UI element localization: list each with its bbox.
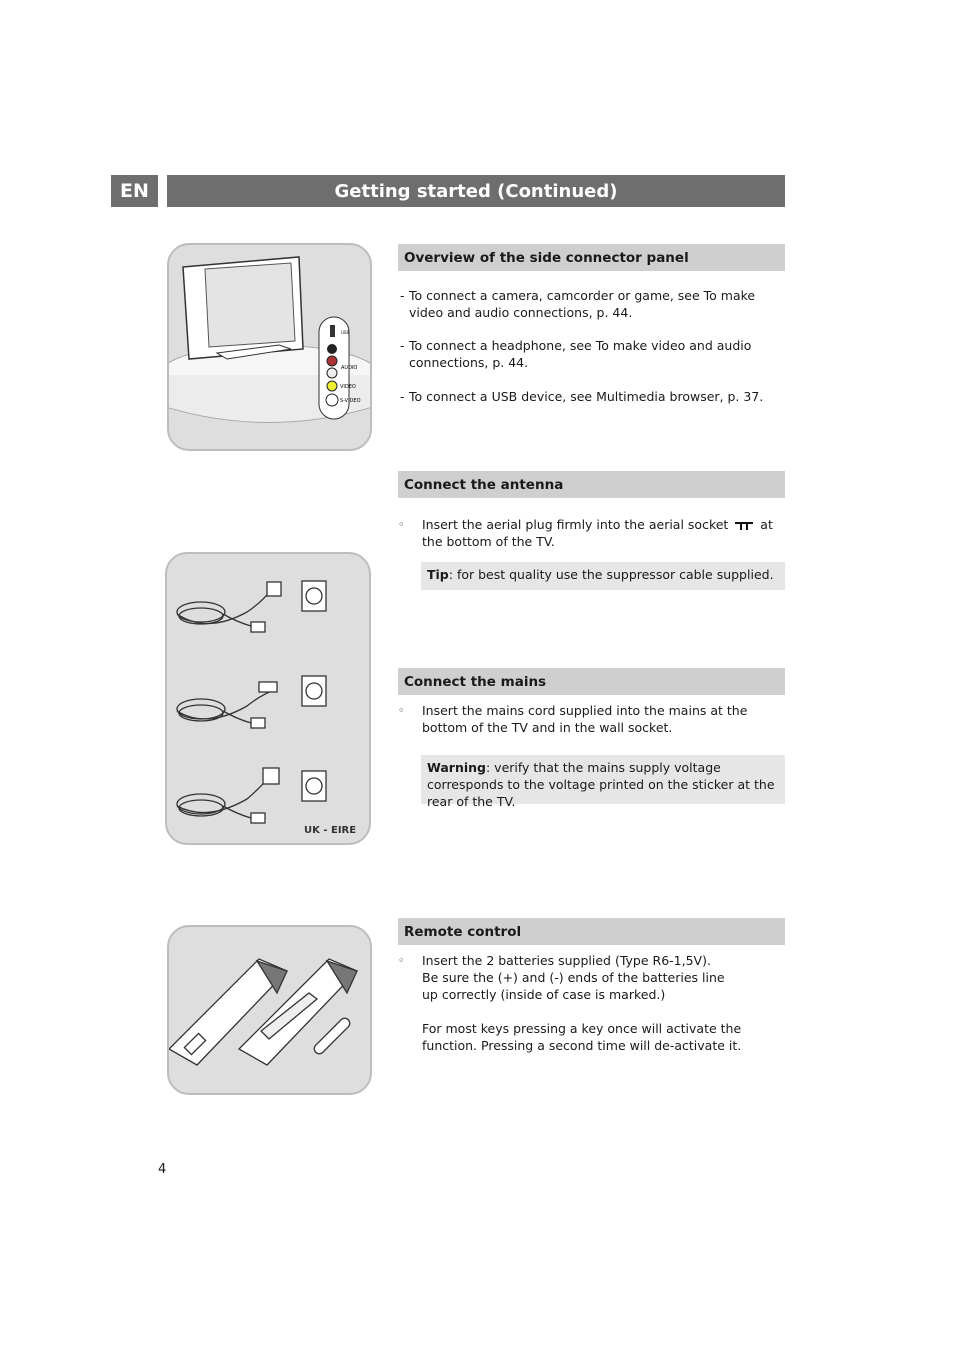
audio-port-label: AUDIO: [341, 365, 358, 371]
region-label: UK - EIRE: [304, 825, 357, 836]
usb-port-label: USB: [341, 330, 350, 335]
warning-box: Warning: verify that the mains supply voltage corresponds to the voltage printed on the sticker at the rear of the TV.: [421, 755, 785, 804]
section-heading-mains: Connect the mains: [398, 668, 785, 695]
language-tab: EN: [111, 175, 158, 207]
list-item: - To connect a USB device, see Multimedia browser, p. 37.: [400, 389, 764, 404]
list-item: - To connect a camera, camcorder or game, see To make video and audio connections, p. 44.: [400, 288, 756, 320]
video-port-label: VIDEO: [340, 384, 356, 390]
mains-cords-illustration: [165, 552, 371, 845]
page-title: Getting started (Continued): [167, 175, 785, 207]
list-item: ◦ Insert the aerial plug firmly into the aerial socket at the bottom of the TV.: [398, 517, 773, 549]
section-heading-remote: Remote control: [398, 918, 785, 945]
list-item: - To connect a headphone, see To make video and audio connections, p. 44.: [400, 338, 752, 370]
svideo-port-label: S-VIDEO: [340, 398, 361, 404]
circle-bullet-icon: ◦: [398, 954, 405, 967]
dash-marker: -: [400, 288, 405, 303]
dash-marker: -: [400, 338, 405, 353]
section-heading-antenna: Connect the antenna: [398, 471, 785, 498]
dash-marker: -: [400, 389, 405, 404]
section-heading-overview: Overview of the side connector panel: [398, 244, 785, 271]
circle-bullet-icon: ◦: [398, 704, 405, 717]
tv-side-panel-illustration: [167, 243, 372, 451]
aerial-socket-icon: [734, 521, 754, 531]
tip-box: Tip: for best quality use the suppressor cable supplied.: [421, 562, 785, 590]
circle-bullet-icon: ◦: [398, 518, 405, 531]
list-item: ◦ Insert the 2 batteries supplied (Type R6-1,5V). Be sure the (+) and (-) ends of the batteries line up correctly (inside of case is marked.) For most keys pressing a key once will activate the function. Pressing a second time will de-activate it.: [398, 953, 742, 1053]
page-number: 4: [158, 1162, 167, 1177]
remote-batteries-illustration: [167, 925, 372, 1095]
list-item: ◦ Insert the mains cord supplied into the mains at the bottom of the TV and in the wall socket.: [398, 703, 748, 735]
